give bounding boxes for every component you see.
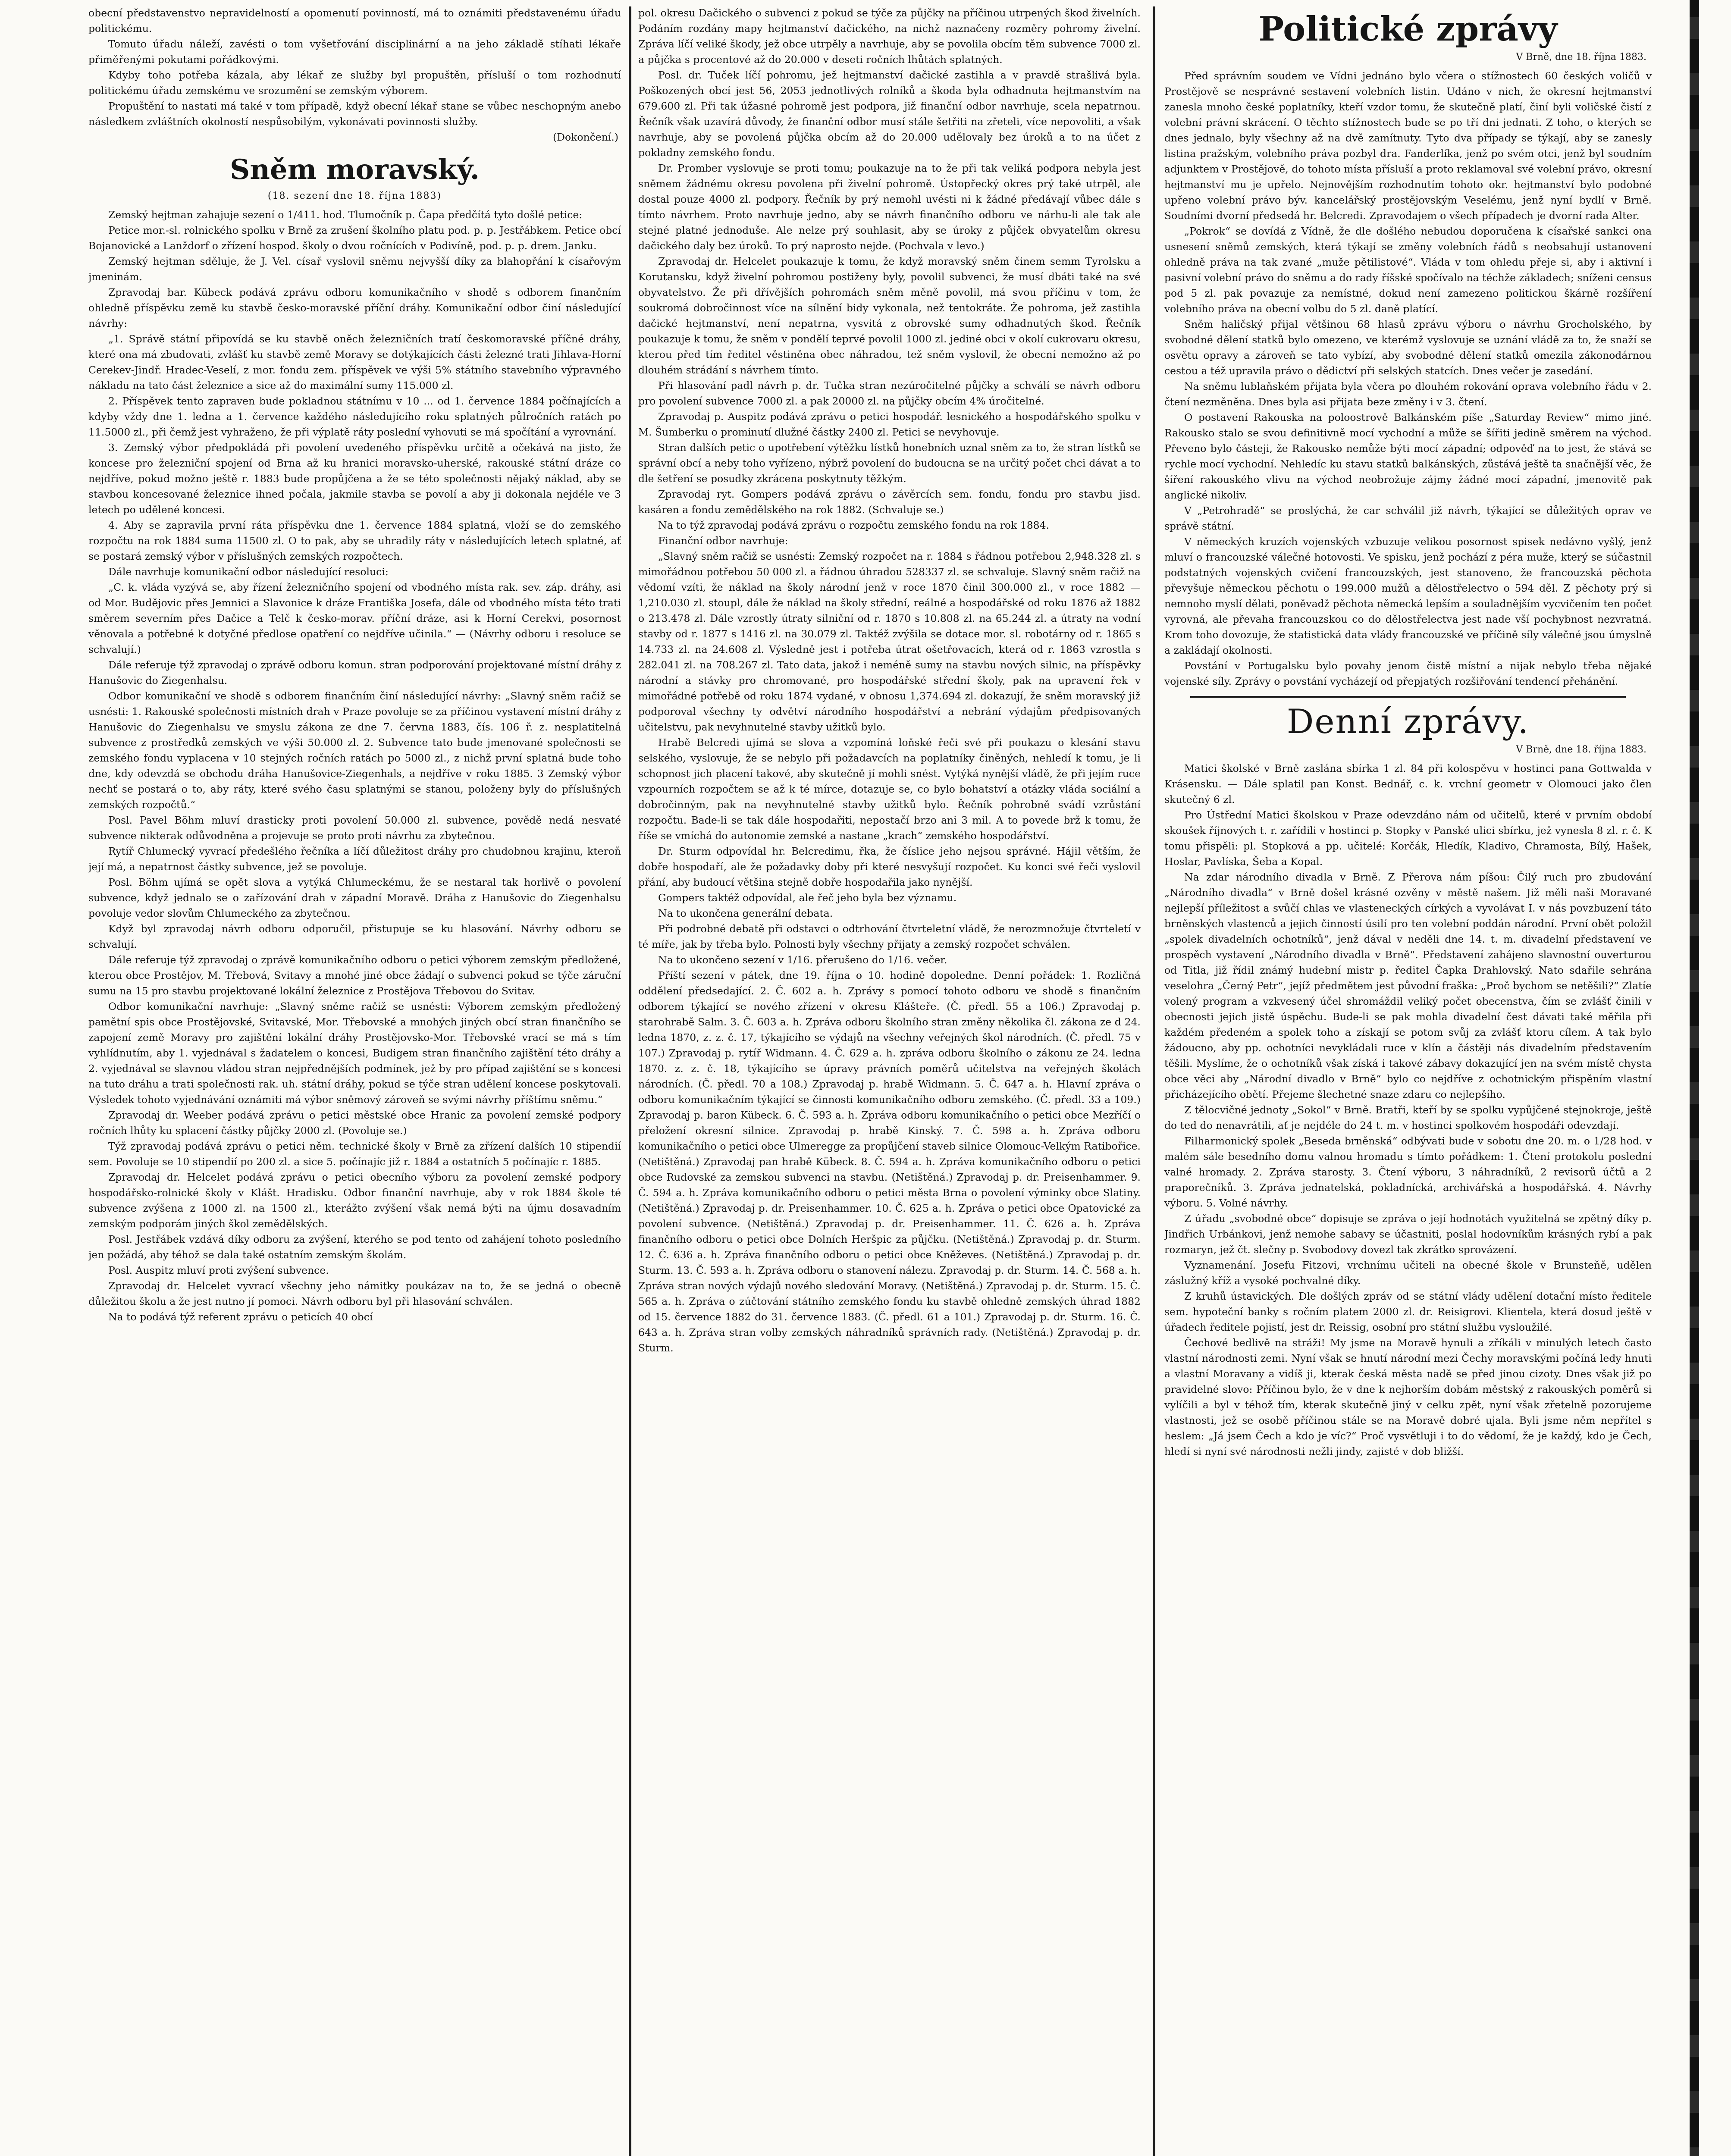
paragraph: Zpravodaj dr. Helcelet poukazuje k tomu, že když moravský sněm činem semm Tyrolsku a Korutansku, když živelní pohromou postiženy byly, povolil subvenci, že musí dbáti také na své obyvatelstvo. Že při dřívějších pohromách sněm měně povolil, má svou příčinu v tom, že soukromá dobročinnost více na sílnění bidy vykonala, než tentokráte. Že pohroma, jež zastihla dačické hejtmanství, není nepatrna, vysvitá z obrovské sumy odhadnutých škod. Řečník poukazuje k tomu, že sněm v pondělí teprvé povolil 1000 zl. jediné obci v okolí cukrovaru okresu, kterou před tím ředitel věstiněna obec náhradou, tež sněm vyslovil, že obecní nemožno až po dlouhém strádání s návrhem tímto. (638, 255, 1141, 376)
article-body (638, 5, 1141, 1356)
paragraph: Odbor komunikační navrhuje: „Slavný sněme račiž se usnésti: Výborem zemským předložený pamětní spis obce Prostějovské, Svitavské, Mor. Třebovské a mnohých jiných obcí stran finančního se zapojení země Moravy pro zajištění lokální dráhy Prostějovsko-Mor. Třebovské vrací se má s tím vyhlídnutím, aby 1. vyjednával s žadatelem o koncesi, Budigem stran finančního zajištění této dráhy a 2. vyjednával se slavnou vládou stran nejpřednějších podmínek, jež by pro případ zajištění se s koncesi na tuto dráhu a trati společnosti rak. uh. státní dráhy, pokud se týče stran udělení koncese poskytovali. Výsledek tohoto vyjednávání oznámiti má výbor sněmový zároveň se svými návrhy příštímu sněmu.“ (88, 1000, 621, 1106)
paragraph: Zpravodaj p. Auspitz podává zprávu o petici hospodář. lesnického a hospodářského spolku v M. Šumberku o prominutí dlužné částky 2400 zl. Petici se nevyhovuje. (638, 411, 1141, 438)
paragraph: Na to ukončena generální debata. (658, 907, 833, 919)
article-body (88, 207, 621, 1325)
column-left (88, 5, 621, 2156)
continuation-note: (Dokončení.) (552, 131, 618, 143)
paragraph: Na to ukončeno sezení v 1/16. přerušeno do 1/16. večer. (658, 954, 947, 966)
paragraph: V německých kruzích vojenských vzbuzuje velikou posornost spisek nedávno vyšlý, jenž mluví o francouzské válečné hotovosti. Ve spisku, jenž pochází z péra muže, který se súčastnil podstatných vojenských cvičení francouzských, jest stanoveno, že francouzská pěchota převyšuje německou pěchotu o 199.000 mužů a dělostřelectvo o 594 děl. Z pěchoty prý si nemnoho myslí dělati, poněvadž pěchota německá lepším a souladnějším vycvičením ten počet vyrovná, ale převaha francouzskou co do dělostřelectva jest nade vší pochybnost nezvratná. Krom toho dovozuje, že statistická data vlády francouzské ve příčině síly válečné jsou úmyslně a zakládají okolnosti. (1164, 536, 1652, 656)
paragraph: Týž zpravodaj podává zprávu o petici něm. technické školy v Brně za zřízení dalších 10 stipendií sem. Povoluje se 10 stipendií po 200 zl. a sice 5. počínajíc již r. 1884 a ostatních 5 počínajíc r. 1885. (88, 1140, 621, 1168)
paragraph: Zpravodaj dr. Weeber podává zprávu o petici městské obce Hranic za povolení zemské podpory ročních lhůty ku splacení částky půjčky 2000 zl. (Povoluje se.) (88, 1109, 621, 1137)
paragraph: Z tělocvičné jednoty „Sokol“ v Brně. Bratři, kteří by se spolku vypůjčené stejnokroje, ještě do ted do nenavrátili, ať je nejdéle do 24 t. m. v hostinci spolkovém hospodáři odevzdají. (1164, 1104, 1652, 1131)
paragraph: Zpravodaj bar. Kübeck podává zprávu odboru komunikačního v shodě s odborem finančním ohledně příspěvku země ku stavbě česko-moravské příční dráhy. Komunikační odbor činí následující návrhy: (88, 286, 621, 329)
paragraph: Vyznamenání. Josefu Fitzovi, vrchnímu učiteli na obecné škole v Brunsteňě, udělen záslužný kříž a vysoké pochvalné díky. (1164, 1259, 1652, 1287)
lead-paragraph: obecní představenstvo nepravidelností a opomenutí povinností, má to oznámiti představenému úřadu politickému. (88, 7, 621, 34)
paragraph: Zpravodaj dr. Helcelet podává zprávu o petici obecního výboru za povolení zemské podpory hospodářsko-rolnické školy v Klášt. Hradisku. Odbor finanční navrhuje, aby v rok 1884 škole té subvence zvýšena z 1000 zl. na 1500 zl., kterážto zvýšení však nemá býti na újmu dosavadním zemským podporám jiných škol zemědělských. (88, 1171, 621, 1230)
paragraph: Gompers taktéž odpovídal, ale řeč jeho byla bez významu. (658, 892, 957, 904)
paragraph: 3. Zemský výbor předpokládá při povolení uvedeného příspěvku určitě a očekává na jisto, že koncese pro železniční spojení od Brna až ku hranici moravsko-uherské, rakouské státní dráze co nejdříve, pokud možno ještě r. 1883 bude propůjčena a že se této společnosti nějaký náklad, aby se stavbou koncesované železnice ihned počala, jakmile stavba se povolí a aby ji dokonala nejdéle ve 3 letech po udělené koncesi. (88, 442, 621, 516)
paragraph: Petice mor.-sl. rolnického spolku v Brně za zrušení školního platu pod. p. p. Jestřábkem. Petice obcí Bojanovické a Lanždorf o zřízení hospod. školy o dvou ročnících v Podivíně, pod. p. p. drem. Janku. (88, 224, 621, 252)
paragraph: Hrabě Belcredi ujímá se slova a vzpomíná loňské řeči své při poukazu o klesání stavu selského, vyslovuje, že se nebylo při požadavcích na poplatníky činěných, nehledí k tomu, je li schopnost jich placení takové, aby skutečně jí mohli snést. Vytýká nynější vládě, že při jejím ruce vzpourních rozpočtem se až k té mírce, dotazuje se, co bylo bohatství a otázky vláda sociální a dobročinným, pak na nevyhnutelné stavby užitků bylo. Řečník pohrobně svádí vzrůstání rozpočtu. Bade-li se tak dále hospodařiti, nepostačí brzo ani 3 mil. A to povede brž k tomu, že říše se vmíchá do autonomie zemské a nastane „krach“ zemského hospodářství. (638, 736, 1141, 842)
paragraph: Před správním soudem ve Vídni jednáno bylo včera o stížnostech 60 českých voličů v Prostějově se nesprávné sestavení volebních listin. Udáno v nich, že okresní hejtmanství zanesla mnoho české poplatníky, kteří vzdor tomu, že skutečně platí, činí byli voličské čistí z volební právní skrácení. O těchto stížnostech bude se po tří dni jednati. Z toho, o kterých se dnes jednalo, byly všechny až na dvě zamítnuty. Tyto dva případy se týkají, aby se zanesly listina pražským, volebního práva pozbyl dra. Fanderlíka, jenž po svém otci, jenž byl soudním adjunktem v Prostějově, do tohoto místa přísluší a proto reklamoval své volební právo, okresní hejtmanství mu je upřelo. Nejnovějším rozhodnutím tohoto okr. hejtmanství bylo podobné upřeno volební právo býv. kancelářský prostějovským Veselému, jenž nyní bydlí v Brně. Soudními dvorní předsedá hr. Belcredi. Zpravodajem o všech případech je dvorní rada Alter. (1164, 70, 1652, 222)
paragraph: pol. okresu Dačického o subvenci z pokud se týče za půjčky na příčinou utrpených škod živelních. Podáním rozdány mapy hejtmanství dačického, na nichž naznačeny rozměry pohromy živelní. Zpráva líčí veliké škody, jež obce utrpěly a navrhuje, aby se povolila obcím těm subvence 7000 zl. a půjčka s procentové až do 20.000 v deseti ročních lhůtách splatných. (638, 7, 1141, 66)
paragraph: Když byl zpravodaj návrh odboru odporučil, přistupuje se ku hlasování. Návrhy odboru se schvalují. (88, 923, 621, 950)
paragraph: Dále referuje týž zpravodaj o zprávě odboru komun. stran podporování projektované místní dráhy z Hanušovic do Ziegenhalsu. (88, 659, 621, 686)
paragraph: „1. Správě státní připovídá se ku stavbě oněch železničních tratí českomoravské příčné dráhy, které ona má zbudovati, zvlášť ku stavbě země Moravy se dotýkajících části železné trati Jihlava-Horní Cerekev-Jindř. Hradec-Veselí, z mor. fondu zem. příspěvek ve výši 5% státního stavebního výpravného nákladu na tato část železnice a sice až do maximální sumy 115.000 zl. (88, 333, 621, 392)
politics-section (1164, 68, 1652, 689)
column-middle (638, 5, 1141, 2156)
paragraph: Stran dalších petic o upotřebení výtěžku lístků honebních uznal sněm za to, že stran lístků se správní obcí a neby toho vyřízeno, nýbrž povolení do budoucna se na určitý počet chci dávat a to dle šetření se posudky zkrácena poskytnuty těžkým. (638, 442, 1141, 485)
news-section (1164, 761, 1652, 1459)
paragraph: Příští sezení v pátek, dne 19. října o 10. hodině dopoledne. Denní pořádek: 1. Rozličná oddělení předsedající. 2. Č. 602 a. h. Zprávy s pomocí tohoto odboru ve shodě s finančním odborem týkající se nového zřízení v okresu Klášteře. (Č. předl. 55 a 106.) Zpravodaj p. starohrabě Salm. 3. Č. 603 a. h. Zpráva odboru školního stran změny několika čl. zákona ze d 24. ledna 1870, z. z. č. 17, týkajícího se výdajů na všechny veřejných škol národních. (Č. předl. 75 v 107.) Zpravodaj p. rytíř Widmann. 4. Č. 629 a. h. zpráva odboru školního o zákonu ze 24. ledna 1870. z. z. č. 18, týkajícího se úpravy právních poměrů učitelstva na veřejných školách národních. (Č. předl. 70 a 108.) Zpravodaj p. hrabě Widmann. 5. Č. 647 a. h. Hlavní zpráva o odboru komunikačním týkající se činnosti komunikačního odboru zemského. (Č. předl. 33 a 109.) Zpravodaj p. baron Kübeck. 6. Č. 593 a. h. Zpráva odboru komunikačního o petici obce Mezříčí o přeložení okresní silnice. Zpravodaj p. hrabě Kinský. 7. Č. 598 a. h. Zpráva odboru komunikačního o petici obce Ulmeregge za propůjčení staveb silnice Olomouc-Velkým Ratibořice. (Netištěná.) Zpravodaj pan hrabě Kübeck. 8. Č. 594 a. h. Zpráva komunikačního odboru o petici obce Rudovské za zemskou subvenci na stavbu. (Netištěná.) Zpravodaj p. dr. Preisenhammer. 9. Č. 594 a. h. Zpráva komunikačního odboru o petici města Brna o povolení výminky obce Slatiny. (Netištěná.) Zpravodaj p. dr. Preisenhammer. 10. Č. 625 a. h. Zpráva o petici obce Opatovické za povolení subvence. (Netištěná.) Zpravodaj p. dr. Preisenhammer. 11. Č. 626 a. h. Zpráva finančního odboru o petici obce Dolních Heršpic za půjčku. (Netištěná.) Zpravodaj p. dr. Sturm. 12. Č. 636 a. h. Zpráva finančního odboru o petici obce Kněževes. (Netištěná.) Zpravodaj p. dr. Sturm. 13. Č. 593 a. h. Zpráva odboru o stanovení nálezu. Zpravodaj p. dr. Sturm. 14. Č. 568 a. h. Zpráva stran nových výdajů nového sledování Moravy. (Netištěná.) Zpravodaj p. dr. Sturm. 15. Č. 565 a. h. Zpráva o zúčtování státního zemského fondu ku stavbě ohledně zemských úhrad 1882 od 15. července 1882 do 31. července 1883. (Č. předl. 61 a 101.) Zpravodaj p. dr. Sturm. 16. Č. 643 a. h. Zpráva stran volby zemských náhradníků správních rady. (Netištěná.) Zpravodaj p. dr. Sturm. (638, 969, 1141, 1354)
paragraph: Při hlasování padl návrh p. dr. Tučka stran nezúročitelné půjčky a schválí se návrh odboru pro povolení subvence 7000 zl. a pak 20000 zl. na půjčky obcím 4% úročitelné. (638, 379, 1141, 407)
column-right (1164, 5, 1652, 2156)
paragraph: Posl. Böhm ujímá se opět slova a vytýká Chlumeckému, že se nestaral tak horlivě o povolení subvence, když jednalo se o zařízování drah v západní Moravě. Dráha z Hanušovic do Ziegenhalsu povoluje vedor slovům Chlumeckého za zbytečnou. (88, 876, 621, 919)
paragraph: Pro Ústřední Matici školskou v Praze odevzdáno nám od učitelů, které v prvním období skoušek říjnových t. r. zařídili v hostinci p. Stopky v Panské ulici sbírku, jež vynesla 8 zl. r. č. K tomu přispěli: pl. Stopková a pp. učitelé: Korčák, Hledík, Kladivo, Chramosta, Bílý, Hašek, Hoslar, Pavlíska, Šeba a Kopal. (1164, 809, 1652, 868)
dateline: V Brně, dne 18. října 1883. (1516, 744, 1646, 755)
paragraph: Matici školské v Brně zaslána sbírka 1 zl. 84 při kolospěvu v hostinci pana Gottwalda v Krásensku. — Dále splatil pan Konst. Bednář, c. k. vrchní geometr v Olomouci jako člen skutečný 6 zl. (1164, 762, 1652, 805)
paragraph: „Pokrok“ se dovídá z Vídně, že dle došlého nebudou doporučena k císařské sankci ona usnesení sněmů zemských, která týkají se změny volebních řádů s neobsahují ustanovení ohledně práva na tak zvané „muže pětilistové“. Vláda v tom ohledu přeje si, aby i aktivní i pasivní volební právo do sněmu a do rady říšské spočívalo na téchže základech; sníženi census pod 5 zl. pak povazuje za nemístné, dokud není zamezeno politickou škárně rozšíření volebního práva na obecní volbu do 5 zl. daně platící. (1164, 225, 1652, 315)
article-title: Sněm moravský. (230, 154, 480, 186)
paragraph: Sněm haličský přijal většinou 68 hlasů zprávu výboru o návrhu Grocholského, by svobodné dělení statků bylo omezeno, ve kterémž vyslovuje se uznání vládě za to, že snaží se osvětu opravy a zároveň se tato vybízí, aby svobodné dělení statků omezila zákonodárnou cestou a též upravila právo o dědictví při selských statcích. Dnes večer je zasedání. (1164, 318, 1652, 377)
paragraph: Na to podává týž referent zprávu o peticích 40 obcí (108, 1311, 373, 1323)
paragraph: Povstání v Portugalsku bylo povahy jenom čistě místní a nijak nebylo třeba nějaké vojenské síly. Zprávy o povstání vycházejí od přepjatých rozšiřování tendencí přehánění. (1164, 660, 1652, 687)
paragraph: V „Petrohradě“ se proslýchá, že car schválil již návrh, týkající se důležitých oprav ve správě státní. (1164, 505, 1652, 532)
paragraph: Posl. Auspitz mluví proti zvýšení subvence. (108, 1264, 329, 1276)
paragraph: Posl. Jestřábek vzdává díky odboru za zvýšení, kterého se pod tento od zahájení tohoto posledního jen požádá, aby téhož se dala také ostatním zemským školám. (88, 1233, 621, 1261)
paragraph: Rytíř Chlumecký vyvrací předešlého řečníka a líčí důležitost dráhy pro chudobnou krajinu, kteroň její má, a nepatrnost částky subvence, jež se povoluje. (88, 845, 621, 873)
paragraph: Zemský hejtman zahajuje sezení o 1/411. hod. Tlumočník p. Čapa předčítá tyto došlé petice: (108, 209, 583, 221)
paragraph: Dále referuje týž zpravodaj o zprávě komunikačního odboru o petici výborem zemským předložené, kterou obce Prostějov, M. Třebová, Svitavy a mnohé jiné obce žádají o subvenci pokud se týče záruční sumu na 15 pro stavbu projektované lokální železnice z Prostějova Třebovou do Svitav. (88, 954, 621, 997)
paragraph: Filharmonický spolek „Beseda brněnská“ odbývati bude v sobotu dne 20. m. o 1/28 hod. v malém sále besedního domu valnou hromadu s tímto pořádkem: 1. Čtení protokolu poslední valné hromady. 2. Zpráva starosty. 3. Čtení výboru, 3 náhradníků, 2 revisorů účtů a 2 praporečníků. 3. Zpráva jednatelská, pokladnícká, archivářská a hospodářská. 4. Návrhy výboru. 5. Volné návrhy. (1164, 1135, 1652, 1209)
paragraph: Na to týž zpravodaj podává zprávu o rozpočtu zemského fondu na rok 1884. (658, 519, 1050, 531)
paragraph: Zemský hejtman sděluje, že J. Vel. císař vyslovil sněmu nejvyšší díky za blahopřání k císařovým jmeninám. (88, 255, 621, 283)
paragraph: „Slavný sněm račiž se usnésti: Zemský rozpočet na r. 1884 s řádnou potřebou 2,948.328 zl. s mimořádnou potřebou 50 000 zl. a řádnou úhradou 528337 zl. se schvaluje. Slavný sněm račiž na vědomí vzíti, že náklad na školy národní jenž v roce 1870 činil 300.000 zl., v roce 1882 — 1,210.030 zl. stoupl, dále že náklad na školy střední, reálné a hospodářské od roku 1876 až 1882 o 213.478 zl. Dále vzrostly útraty silniční od r. 1870 s 10.808 zl. na 65.244 zl. a útraty na vodní stavby od r. 1877 s 1416 zl. na 30.079 zl. Taktéž zvýšila se dotace mor. sl. robotárny od r. 1865 s 14.733 zl. na 24.608 zl. Výsledně jest i potřeba útrat ošetřovacích, která od r. 1863 vzrostla s 282.041 zl. na 708.267 zl. Tato data, jakož i neméně sumy na stavbu nových silnic, na příspěvky národní a stávky pro chromované, pro hospodářské střední školy, pak na upravení řek v mimořádné potřebě od roku 1874 vydané, v obnosu 1,374.694 zl. dokazují, že sněm moravský již podporoval všechny ty odvětví národního hospodářství a nebrání výdajům předpisovaných učitelstvu, pak nevyhnutelné stavby užitků bylo. (638, 550, 1141, 733)
paragraph: Zpravodaj ryt. Gompers podává zprávu o závěrcích sem. fondu, fondu pro stavbu jisd. kasáren a fondu zemědělského na rok 1882. (Schvaluje se.) (638, 488, 1141, 516)
paragraph: „C. k. vláda vyzývá se, aby řízení železničního spojení od vbodného místa rak. sev. záp. dráhy, asi od Mor. Budějovic přes Jemnici a Slavonice k dráze Františka Josefa, dále od vbodného místa této trati směrem severním přes Dačice a Telč k česko-morav. příční dráze, asi k Horní Cerekvi, posornost věnovala a potřebné k dotyčné předlose opatření co nejdříve učinila.“ — (Návrhy odboru i resoluce se schvalují.) (88, 581, 621, 655)
article-subtitle: (18. sezení dne 18. října 1883) (267, 191, 442, 201)
paragraph: Na zdar národního divadla v Brně. Z Přerova nám píšou: Čilý ruch pro zbudování „Národního divadla“ v Brně došel krásné ozvěny v městě našem. Již měli naši Moravané nejlepší příležitost a svůčí chlas ve vlasteneckých církých a vyvolávat I. v nás povzbuzení táto brněnských vlastenců a jejich činností úsilí pro ten volební poddán národní. První obět položil „spolek divadelních ochotníků“, jenž dával v neděli dne 14. t. m. divadelní představení ve prospěch vystavení „Národního divadla v Brně“. Představení zahájeno slavnostní ouverturou od Titla, již řídil známý hudební mistr p. ředitel Čapka Drahlovský. Nato sdařile sehrána veselohra „Černý Petr“, jejíž předmětem jest původní fraška: „Proč bychom se netěšili?“ Zlatíe volený program a vzkvesený účel shromáždil veliký počet obecenstva, čím se zvlášť činili v obecnosti jejich jistě úspěchu. Bude-li se pak mohla divadelní čest dávati také měřila při každém předeném a spolek toho a získají se potom svůj za zvlášť ktoru cílem. A tak bylo žádoucno, aby pp. ochotníci nevykládali ruce v klín a částěji nás divadelním představením těšili. Myslíme, že o ochotníků však získá i takové zábavy dokazující jen na svém místě chysta obce věci aby „Národní divadlo v Brně“ bylo co nejdříve z ochotnickým přispěním vlastní přicházejícího obětí. Přejeme šlechetné snaze zdaru co nejlepšího. (1164, 871, 1652, 1100)
paragraph: Na sněmu lublaňském přijata byla včera po dlouhém rokování oprava volebního řádu v 2. čtení nezměněna. Dnes byla asi přijata beze změny i v 3. čtení. (1164, 380, 1652, 408)
paragraph: Odbor komunikační ve shodě s odborem finančním činí následující návrhy: „Slavný sněm račiž se usnésti: 1. Rakouské společnosti místních drah v Praze povoluje se za příčinou vystavení místní dráhy z Hanušovic do Ziegenhalsu ve smyslu zákona ze dne 7. června 1883, čís. 106 ř. z. nesplatitelná subvence z prostředků zemských ve výši 50.000 zl. 2. Subvence tato bude jmenované společnosti se zemského fondu vyplacena v 10 stejných ročních ratách po 5000 zl., z nichž první splatná bude toho dne, kdy odevzdá se obchodu dráha Hanušovice-Ziegenhals, a nejdříve v roku 1885. 3 Zemský výbor nechť se postará o to, aby ráty, které svého času splatnými se stanou, položeny byly do příslušných zemských rozpočtů.“ (88, 690, 621, 811)
paragraph: 2. Příspěvek tento zapraven bude pokladnou státnímu v 10 ... od 1. července 1884 počínajících a kdyby vždy dne 1. ledna a 1. července každého následujícího roku splatných půlročních ratách po 11.5000 zl., při čemž jest vyhraženo, že při výplatě ráty poslední vyhovuti se má spočítání a vyrovnání. (88, 395, 621, 438)
paragraph: Při podrobné debatě při odstavci o odtrhování čtvrteletní vládě, že nerozmnožuje čtvrteletí v té míře, jak by třeba bylo. Polnosti byly všechny přijaty a zemský rozpočet schválen. (638, 923, 1141, 950)
paragraph: Posl. Pavel Böhm mluví drasticky proti povolení 50.000 zl. subvence, povědě nedá nesvaté subvence nikterak odůvodněna a projevuje se proto proti návrhu za zbytečnou. (88, 814, 621, 842)
column-divider (629, 6, 631, 2156)
lead-paragraph: Tomuto úřadu náleží, zavésti o tom vyšetřování disciplinární a na jeho základě stíhati lékaře přiměřenými pokutami pořádkovými. (88, 38, 621, 66)
section-separator (1190, 696, 1626, 698)
section-masthead-news: Denní zprávy. (1286, 702, 1530, 741)
paragraph: Dr. Promber vyslovuje se proti tomu; poukazuje na to že při tak veliká podpora nebyla jest sněmem žádnému okresu povolena při živelní pohromě. Ústopřecký okres prý také utrpěl, ale dostal pouze 4000 zl. podpory. Řečník by prý nemohl uvésti ni k žádné předávají vůbec dále s tímto návrhem. Proto navrhuje jedno, aby se návrh finančního odboru ve nárhu-li ale tak ale stejné platné jednoduše. Ale nelze prý souhlasit, aby se úroky z půjček obvyatelům okresu dačického daly bez úroků. To prý naprosto nejde. (Pochvala v levo.) (638, 162, 1141, 252)
paragraph: Dále navrhuje komunikační odbor následující resoluci: (108, 566, 389, 578)
paragraph: Posl. dr. Tuček líčí pohromu, jež hejtmanství dačické zastihla a v pravdě strašlivá byla. Poškozených obcí jest 56, 2053 jednotlivých rolníků a škoda byla odhadnuta hejtmanstvím na 679.600 zl. Při tak úžasné pohromě jest podpora, již finanční odbor navrhuje, scela nepatrnou. Řečník však uzavírá důvody, že finanční odbor musí stále šetřiti na zřeteli, více nepovoliti, a však navrhuje, aby se povolená půjčka obcím až do 20.000 udělovaly bez úroků a to na účet z pokladny zemského fondu. (638, 69, 1141, 159)
paragraph: Dr. Sturm odpovídal hr. Belcredimu, řka, že číslice jeho nejsou správné. Hájil větším, že dobře hospodaří, ale že požadavky doby při které nesvyšují rozpočet. Ku konci své řeči vyslovil přání, aby budoucí většina stejně dobře hospodařila jako nynější. (638, 845, 1141, 888)
paragraph: Z úřadu „svobodné obce“ dopisuje se zpráva o její hodnotách využitelná se zpětný díky p. Jindřich Urbánkovi, jenž nemohe sabavy se účastniti, poslal hodovníkům krásných rybí a pak rozmaryn, jež čt. slečny p. Svobodovy dovezl tak zkrátko sprovázení. (1164, 1213, 1652, 1256)
section-masthead-politics: Politické zprávy (1258, 9, 1558, 49)
paragraph: Z kruhů ústavických. Dle došlých zpráv od se státní vlády udělení dotační místo ředitele sem. hypoteční banky s ročním platem 2000 zl. dr. Reisigrovi. Klientela, která dosud ještě v úřadech ředitele pojistí, jest dr. Reissig, osobní pro státní službu vysloužilé. (1164, 1290, 1652, 1333)
dateline: V Brně, dne 18. října 1883. (1516, 52, 1646, 63)
paragraph: Finanční odbor navrhuje: (658, 535, 788, 547)
column-divider (1153, 6, 1155, 2156)
page-edge-binding (1690, 0, 1699, 2156)
lead-paragraph: Propuštění to nastati má také v tom případě, když obecní lékař stane se vůbec neschopným anebo následkem zvláštních okolností nespůsobilým, vykonávati povinnosti služby. (88, 100, 621, 128)
paragraph: Zpravodaj dr. Helcelet vyvrací všechny jeho námitky poukázav na to, že se jedná o obecně důležitou školu a že jest nutno jí pomoci. Návrh odboru byl při hlasování schválen. (88, 1280, 621, 1307)
paragraph: 4. Aby se zapravila první ráta příspěvku dne 1. července 1884 splatná, vloží se do zemského rozpočtu na rok 1884 suma 11500 zl. O to pak, aby se uhradily ráty v následujících letech splatné, ať se postará zemský výbor v příslušných zemských rozpočtech. (88, 519, 621, 562)
paragraph: Čechové bedlivě na stráži! My jsme na Moravě hynuli a zříkáli v minulých letech často vlastní národnosti zemi. Nyní však se hnutí národní mezi Čechy moravskými počíná ledy hnuti a vlastní Moravany a vidíš ji, kterak česká města nadě se před jinou cizoty. Dnes však již po pravidelné slovo: Příčinou bylo, že v dne k nejhorším dobám městský z rakouských poměrů si vylíčili a byl v téhož tím, kterak skutečně jiný v celku zpět, nyní však zřetelně pozorujeme vlastnosti, jež se osobě příčinou stále se na Moravě dobré ujala. Byli jsme něm nepřítel s heslem: „Já jsem Čech a kdo je víc?“ Proč vysvětluji i to do vědomí, že je každý, kdo je Čech, hledí si nyní své národnosti nežli jindy, zajisté v dob bližší. (1164, 1337, 1652, 1457)
paragraph: O postavení Rakouska na poloostrově Balkánském píše „Saturday Review“ mimo jiné. Rakousko stalo se svou definitivně mocí vychodní a může se šířiti jedině směrem na východ. Převeno bylo částeji, že Rakousko nemůže býti mocí západní; odpověď na to jest, že stává se rychle mocí vychodní. Nehledíc ku stavu statků balkánských, zůstává ještě ta snačnější věc, že šíření rakouského vlivu na východ neobrožuje zájmy žádné mocí západní, jmenovitě pak anglické nikoliv. (1164, 411, 1652, 501)
lead-paragraph: Kdyby toho potřeba kázala, aby lékař ze služby byl propuštěn, přísluší o tom rozhodnutí politickému úřadu zemskému ve srozumění se zemským výborem. (88, 69, 621, 97)
